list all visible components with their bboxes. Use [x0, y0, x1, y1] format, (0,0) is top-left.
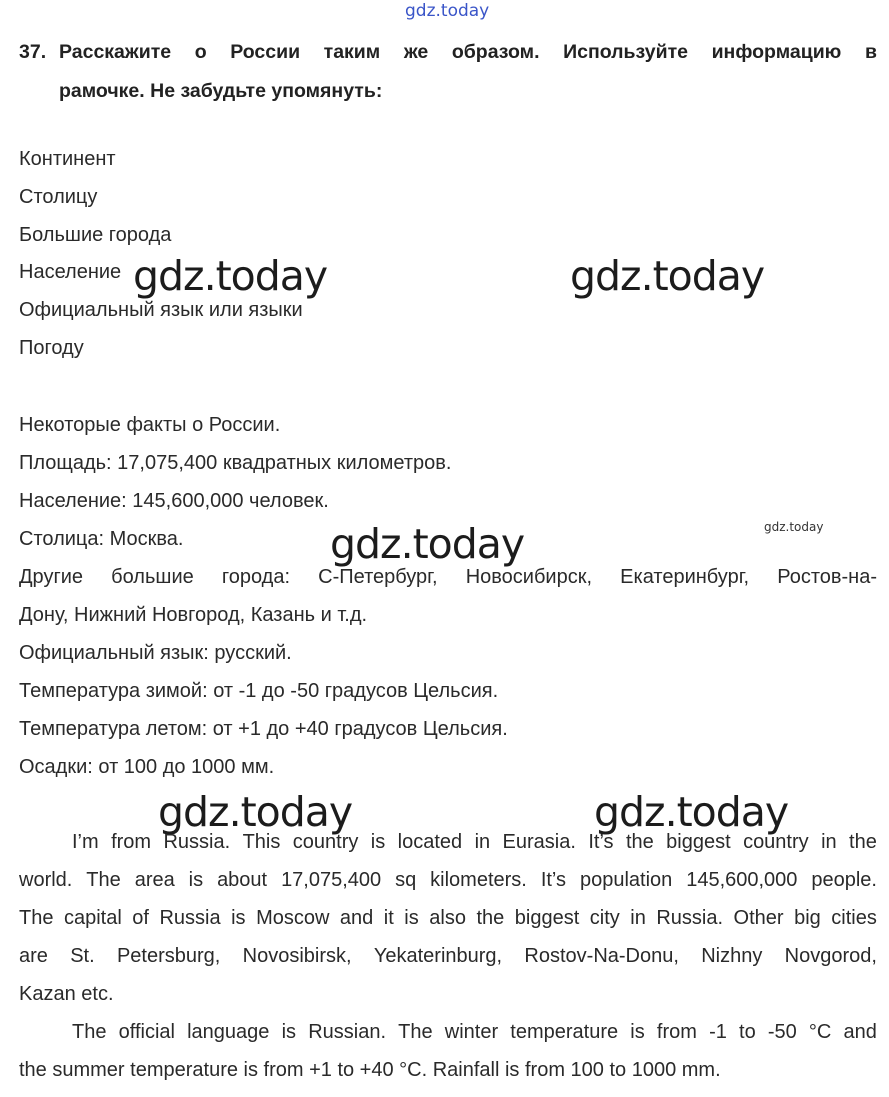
word: and — [843, 1021, 877, 1043]
word: in — [630, 907, 646, 929]
word: big — [794, 907, 821, 929]
word: 145,600,000 — [686, 869, 798, 891]
word: же — [403, 41, 429, 63]
watermark: gdz.today — [570, 252, 765, 300]
watermark: gdz.today — [158, 788, 353, 836]
word: Russian. — [308, 1021, 386, 1043]
list-item: Большие города — [19, 223, 172, 246]
word: Other — [733, 907, 784, 929]
watermark: gdz.today — [330, 520, 525, 568]
word: This — [242, 831, 281, 853]
word: are — [19, 945, 48, 967]
essay-p2-line — [19, 1013, 877, 1051]
word: Novgorod, — [784, 945, 877, 967]
word: of — [132, 907, 149, 929]
word: образом. — [451, 41, 540, 63]
word: and — [339, 907, 374, 929]
word: kilometers. — [430, 869, 527, 891]
word: is — [188, 869, 204, 891]
word: Rostov-Na-Donu, — [524, 945, 679, 967]
word: official — [118, 1021, 175, 1043]
essay-p1-line — [19, 861, 877, 899]
word: большие — [111, 566, 194, 588]
word: Екатеринбург, — [620, 566, 750, 588]
word: The — [398, 1021, 433, 1043]
word: country — [292, 831, 359, 853]
list-item: Континент — [19, 148, 116, 170]
word: I’m — [72, 831, 99, 853]
facts-box — [19, 406, 877, 786]
word: people. — [811, 869, 877, 891]
watermark-top: gdz.today — [405, 1, 490, 21]
essay-p1-last-line: Kazan etc. — [19, 983, 114, 1005]
essay-p1-line — [19, 937, 877, 975]
word: the — [849, 831, 877, 853]
word: °C — [808, 1021, 832, 1043]
word: Petersburg, — [116, 945, 221, 967]
word: temperature — [510, 1021, 619, 1043]
word: St. — [70, 945, 95, 967]
word: from — [656, 1021, 697, 1043]
facts-heading: Некоторые факты о России. — [19, 414, 281, 436]
fact-summer: Температура летом: от +1 до +40 градусов Цельсия. — [19, 718, 508, 740]
task-line-2: рамочке. Не забудьте упомянуть: — [59, 80, 383, 102]
word: the — [625, 831, 654, 853]
word: It’s — [588, 831, 614, 853]
word: The — [86, 869, 121, 891]
fact-area: Площадь: 17,075,400 квадратных километров. — [19, 452, 452, 474]
fact-winter: Температура зимой: от -1 до -50 градусов Цельсия. — [19, 680, 499, 702]
word: Eurasia. — [502, 831, 576, 853]
watermark: gdz.today — [594, 788, 789, 836]
word: Yekaterinburg, — [373, 945, 503, 967]
fact-cities-line-2: Дону, Нижний Новгород, Казань и т.д. — [19, 604, 368, 626]
task-line-1-text — [59, 33, 877, 72]
word: 17,075,400 — [281, 869, 382, 891]
fact-capital: Столица: Москва. — [19, 528, 184, 550]
list-item: Столицу — [19, 185, 98, 208]
fact-language: Официальный язык: русский. — [19, 642, 292, 664]
word: from — [111, 831, 152, 853]
word: России — [230, 41, 301, 63]
word: is — [630, 1021, 645, 1043]
word: in — [474, 831, 491, 853]
word: cities — [831, 907, 877, 929]
word: о — [194, 41, 207, 63]
word: sq — [395, 869, 417, 891]
task-number: 37. — [19, 41, 47, 63]
word: city — [589, 907, 620, 929]
word: таким — [323, 41, 381, 63]
fact-cities-line-1 — [19, 558, 877, 596]
list-item: Официальный язык или языки — [19, 299, 303, 322]
word: The — [72, 1021, 107, 1043]
word: Russia — [159, 907, 221, 929]
task-line-1 — [19, 33, 877, 72]
word: Ростов-на- — [777, 566, 877, 588]
word: Nizhny — [701, 945, 763, 967]
word: it — [383, 907, 394, 929]
word: Novosibirsk, — [242, 945, 352, 967]
word: is — [281, 1021, 297, 1043]
word: The — [19, 907, 54, 929]
word: Russia. — [163, 831, 231, 853]
word: Новосибирск, — [465, 566, 593, 588]
word: country — [743, 831, 809, 853]
essay-p2-last-line: the summer temperature is from +1 to +40 °C. Rainfall is from 100 to 1000 mm. — [19, 1059, 721, 1081]
essay — [19, 823, 877, 1089]
watermark-small: gdz.today — [764, 520, 824, 534]
word: в — [864, 41, 877, 63]
word: Расскажите — [59, 41, 172, 63]
word: города: — [221, 566, 291, 588]
word: is — [370, 831, 386, 853]
word: Другие — [19, 566, 84, 588]
word: biggest — [666, 831, 731, 853]
fact-population: Население: 145,600,000 человек. — [19, 490, 329, 512]
word: to — [739, 1021, 756, 1043]
word: Используйте — [563, 41, 688, 63]
list-item: Население — [19, 261, 122, 284]
word: area — [134, 869, 175, 891]
list-item: Погоду — [19, 336, 84, 359]
word: Russia. — [656, 907, 724, 929]
word: С-Петербург, — [318, 566, 438, 588]
word: located — [397, 831, 463, 853]
word: population — [579, 869, 673, 891]
essay-p1-line — [19, 823, 877, 861]
word: winter — [444, 1021, 499, 1043]
mention-list — [19, 141, 303, 368]
task-statement — [19, 33, 877, 111]
essay-p1-line — [19, 899, 877, 937]
word: about — [217, 869, 268, 891]
word: -1 — [709, 1021, 727, 1043]
word: -50 — [767, 1021, 797, 1043]
word: информацию — [711, 41, 842, 63]
word: world. — [19, 869, 73, 891]
word: capital — [63, 907, 122, 929]
word: is — [404, 907, 419, 929]
watermark: gdz.today — [133, 252, 328, 300]
word: is — [231, 907, 246, 929]
word: in — [821, 831, 837, 853]
word: It’s — [540, 869, 567, 891]
word: also — [429, 907, 466, 929]
word: Moscow — [256, 907, 330, 929]
word: the — [476, 907, 505, 929]
fact-rainfall: Осадки: от 100 до 1000 мм. — [19, 756, 275, 778]
word: language — [187, 1021, 270, 1043]
word: biggest — [514, 907, 580, 929]
